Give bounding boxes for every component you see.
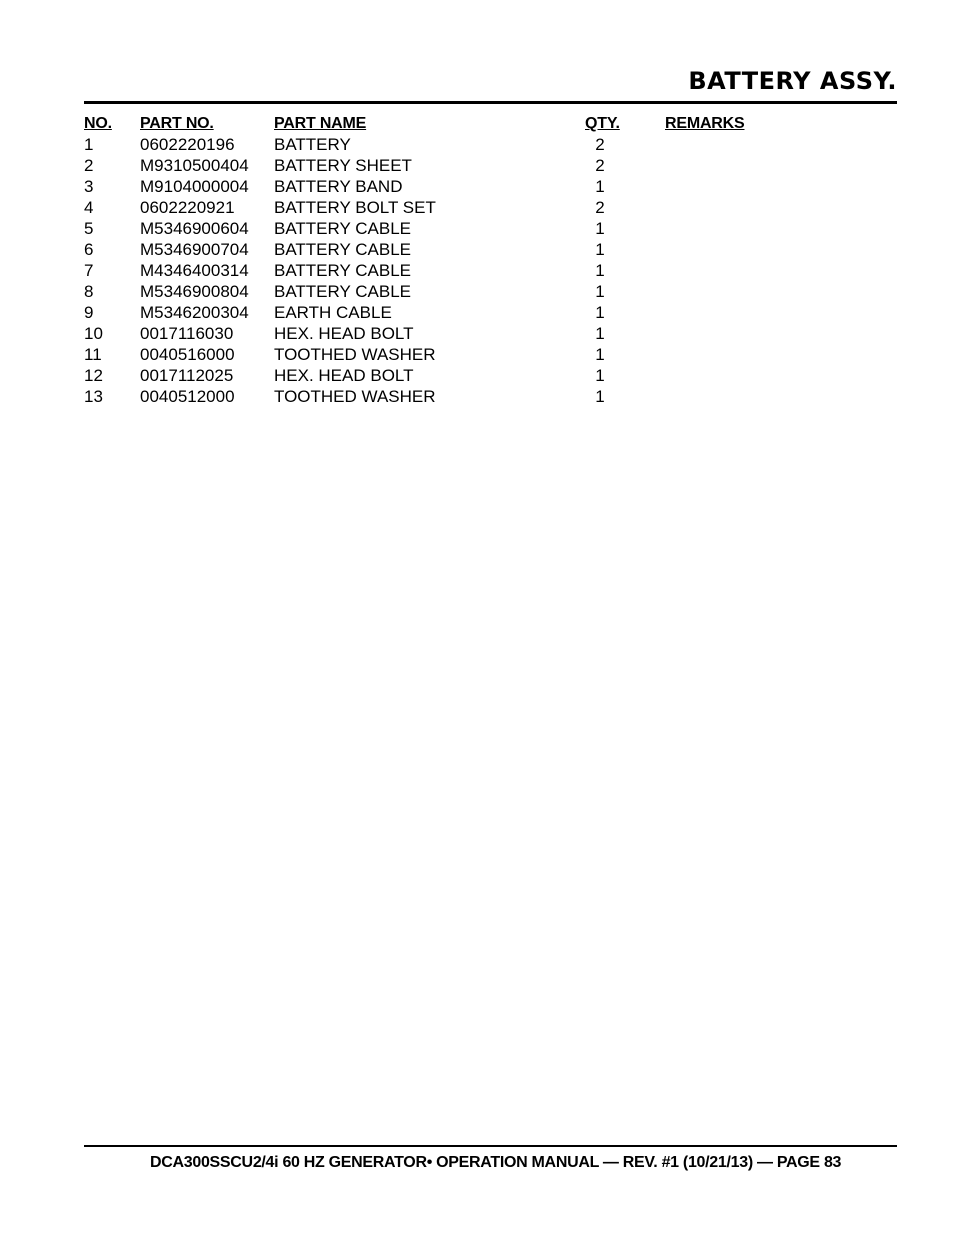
- cell-part-no: M4346400314: [140, 261, 249, 280]
- cell-qty: 1: [595, 303, 605, 322]
- cell-part-name: BATTERY CABLE: [274, 219, 411, 238]
- cell-qty: 2: [595, 135, 605, 154]
- table-row: [84, 281, 897, 302]
- table-row: [84, 302, 897, 323]
- cell-part-no: 0602220196: [140, 135, 235, 154]
- table-row: [84, 386, 897, 407]
- cell-no: 1: [84, 135, 94, 154]
- cell-part-name: HEX. HEAD BOLT: [274, 324, 414, 343]
- cell-part-no: M5346900804: [140, 282, 249, 301]
- cell-qty: 1: [595, 366, 605, 385]
- cell-part-no: M9104000004: [140, 177, 249, 196]
- cell-qty: 1: [595, 240, 605, 259]
- table-row: [84, 155, 897, 176]
- cell-qty: 2: [595, 198, 605, 217]
- cell-part-name: TOOTHED WASHER: [274, 387, 436, 406]
- cell-no: 13: [84, 387, 103, 406]
- cell-no: 5: [84, 219, 94, 238]
- cell-part-name: BATTERY BAND: [274, 177, 403, 196]
- cell-qty: 2: [595, 156, 605, 175]
- cell-part-no: M5346900704: [140, 240, 249, 259]
- cell-part-name: EARTH CABLE: [274, 303, 392, 322]
- cell-qty: 1: [595, 219, 605, 238]
- cell-qty: 1: [595, 261, 605, 280]
- cell-part-no: M5346200304: [140, 303, 249, 322]
- cell-no: 8: [84, 282, 94, 301]
- cell-part-no: 0017116030: [140, 324, 234, 343]
- header-remarks: REMARKS: [665, 115, 745, 132]
- cell-part-name: BATTERY: [274, 135, 351, 154]
- cell-part-name: BATTERY CABLE: [274, 240, 411, 259]
- table-row: [84, 176, 897, 197]
- cell-no: 2: [84, 156, 94, 175]
- cell-part-no: 0017112025: [140, 366, 234, 385]
- cell-qty: 1: [595, 282, 605, 301]
- header-no: NO.: [84, 115, 112, 132]
- cell-part-name: BATTERY CABLE: [274, 282, 411, 301]
- cell-qty: 1: [595, 387, 605, 406]
- cell-part-name: TOOTHED WASHER: [274, 345, 436, 364]
- cell-part-name: BATTERY CABLE: [274, 261, 411, 280]
- table-row: [84, 260, 897, 281]
- header-qty: QTY.: [585, 115, 620, 132]
- cell-part-no: M5346900604: [140, 219, 249, 238]
- cell-no: 6: [84, 240, 94, 259]
- title-divider: [84, 101, 897, 104]
- table-row: [84, 197, 897, 218]
- cell-no: 11: [84, 345, 102, 364]
- table-header-row: [84, 113, 897, 134]
- cell-part-name: HEX. HEAD BOLT: [274, 366, 414, 385]
- cell-no: 7: [84, 261, 94, 280]
- cell-part-name: BATTERY SHEET: [274, 156, 412, 175]
- header-part-name: PART NAME: [274, 115, 367, 132]
- cell-part-no: 0040516000: [140, 345, 235, 364]
- cell-qty: 1: [595, 177, 605, 196]
- header-part-no: PART NO.: [140, 115, 214, 132]
- cell-part-no: 0040512000: [140, 387, 235, 406]
- table-row: [84, 323, 897, 344]
- cell-no: 9: [84, 303, 94, 322]
- table-row: [84, 134, 897, 155]
- cell-qty: 1: [595, 324, 605, 343]
- cell-part-name: BATTERY BOLT SET: [274, 198, 436, 217]
- table-row: [84, 218, 897, 239]
- table-row: [84, 344, 897, 365]
- page-title: BATTERY ASSY.: [688, 67, 897, 95]
- cell-part-no: 0602220921: [140, 198, 235, 217]
- page-footer: DCA300SSCU2/4i 60 HZ GENERATOR• OPERATION MANUAL — REV. #1 (10/21/13) — PAGE 83: [150, 1154, 842, 1171]
- cell-qty: 1: [595, 345, 605, 364]
- parts-table: [84, 113, 897, 407]
- table-row: [84, 365, 897, 386]
- cell-no: 12: [84, 366, 103, 385]
- cell-part-no: M9310500404: [140, 156, 249, 175]
- table-row: [84, 239, 897, 260]
- cell-no: 10: [84, 324, 103, 343]
- cell-no: 3: [84, 177, 94, 196]
- footer-divider: [84, 1145, 897, 1147]
- cell-no: 4: [84, 198, 94, 217]
